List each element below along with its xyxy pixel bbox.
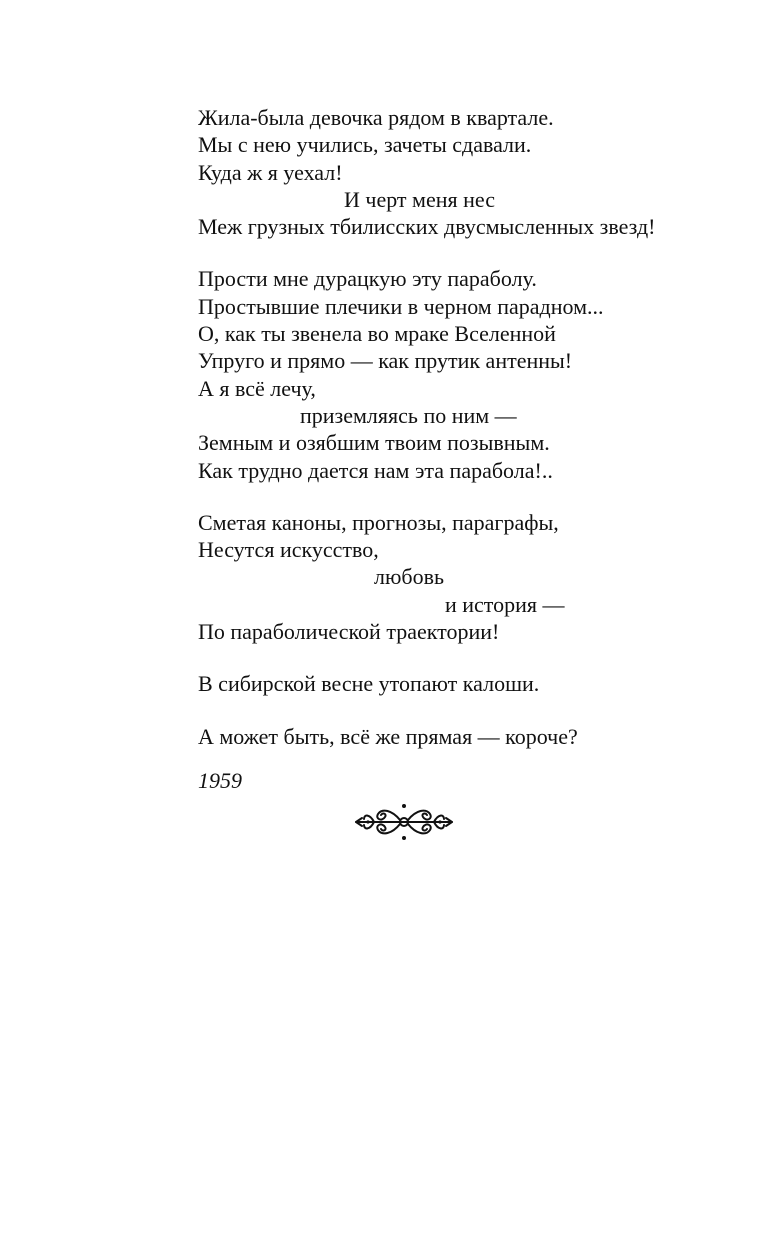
poem-line: Меж грузных тбилисских двусмысленных звезд! [198, 214, 656, 240]
poem-line: Сметая каноны, прогнозы, параграфы, [198, 509, 559, 535]
poem-line: По параболической траектории! [198, 619, 500, 645]
poem-line: Мы с нею учились, зачеты сдавали. [198, 132, 532, 158]
stanza-1 [198, 104, 718, 240]
decorative-flourish-icon [352, 800, 456, 844]
stanza-3 [198, 509, 718, 645]
poem-line: В сибирской весне утопают калоши. [198, 671, 540, 697]
poem-line: Как трудно дается нам эта парабола!.. [198, 457, 553, 483]
stanza-gap [198, 240, 718, 265]
poem-line: любовь [374, 564, 445, 590]
poem-line: Несутся искусство, [198, 537, 379, 563]
poem-line: Куда ж я уехал! [198, 159, 343, 185]
stanza-gap [198, 484, 718, 509]
poem-year: 1959 [198, 767, 242, 793]
stanza-2 [198, 265, 718, 483]
poem-line: А может быть, всё же прямая — короче? [198, 723, 578, 749]
poem-line: приземляясь по ним — [300, 402, 517, 428]
poem-line: О, как ты звенела во мраке Вселенной [198, 321, 556, 347]
stanza-4 [198, 670, 718, 697]
poem-line: Жила-была девочка рядом в квартале. [198, 105, 554, 130]
poem-line: И черт меня нес [344, 186, 495, 212]
poem-line: и история — [445, 591, 565, 617]
poem-line: Простывшие плечики в черном парадном... [198, 293, 604, 319]
poem [198, 104, 718, 794]
poem-line: Прости мне дурацкую эту параболу. [198, 266, 537, 292]
stanza-5 [198, 723, 718, 750]
stanza-gap [198, 698, 718, 723]
poem-line: Земным и озябшим твоим позывным. [198, 430, 550, 456]
stanza-gap [198, 645, 718, 670]
poem-line: Упруго и прямо — как прутик антенны! [198, 348, 573, 374]
poem-line: А я всё лечу, [198, 375, 316, 401]
